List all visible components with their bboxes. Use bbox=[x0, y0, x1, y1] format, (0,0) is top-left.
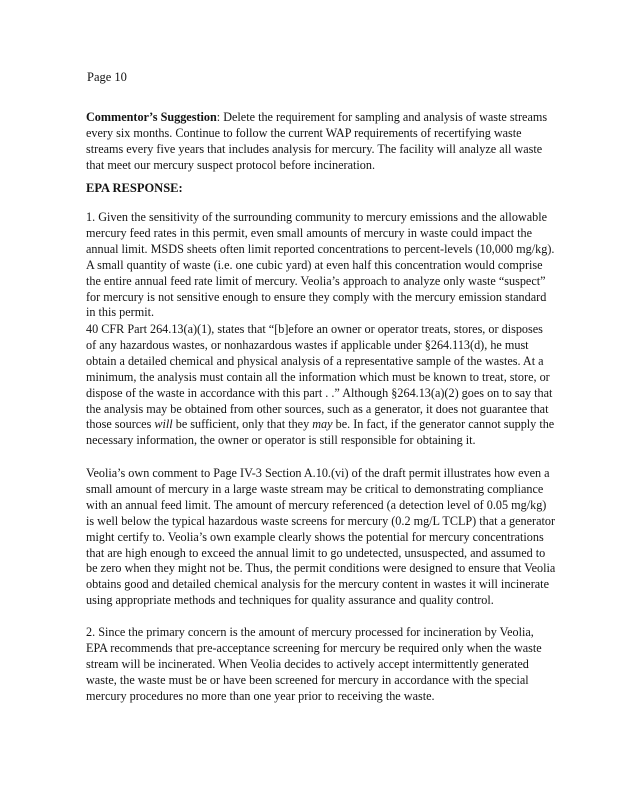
emphasis-may: may bbox=[312, 417, 333, 432]
response-paragraph-3-text: Veolia’s own comment to Page IV-3 Section A.10.(vi) of the draft permit illustrates how even a small amount of mercury in a large waste stream may be critical to demonstrating compliance with an annual feed limit. The amount of mercury referenced (a detection level of 0.05 mg/kg) is well below the typical hazardous waste screens for mercury (0.2 mg/L TCLP) that a generator might certify to. Veolia’s own example clearly shows the potential for mercury concentrations that are high enough to exceed the annual limit to go undetected, unsuspected, and assumed to be zero when they might not be. Thus, the permit conditions were designed to ensure that Veolia obtains good and detailed chemical analysis for the mercury content in wastes it will incinerate using appropriate methods and techniques for quality assurance and quality control. bbox=[86, 466, 556, 608]
suggestion-label: Commentor’s Suggestion bbox=[86, 110, 217, 124]
emphasis-will: will bbox=[154, 417, 173, 432]
paragraph-2-part-c: be. In fact, if the generator cannot supply the necessary information, the owner or operator is still responsible for obtaining it. bbox=[86, 417, 555, 448]
paragraph-2-part-a: 40 CFR Part 264.13(a)(1), states that “[b]efore an owner or operator treats, stores, or disposes of any hazardous wastes, or nonhazardous wastes if applicable under §264.113(d), he must obtain a detailed chemical and physical analysis of a representative sample of the wastes. At a minimum, the analysis must contain all the information which must be known to treat, store, or dispose of the waste in accordance with this part . .” Although §264.13(a)(2) goes on to say that the analysis may be obtained from other sources, such as a generator, it does not guarantee that those sources bbox=[86, 322, 553, 432]
response-paragraph-1 bbox=[86, 210, 556, 321]
response-paragraph-3 bbox=[86, 466, 556, 609]
epa-response-heading: EPA RESPONSE: bbox=[86, 181, 183, 195]
response-paragraph-4-text: 2. Since the primary concern is the amount of mercury processed for incineration by Veolia, EPA recommends that pre-acceptance screening for mercury be required only when the waste stream will be incinerated. When Veolia decides to actively accept intermittently generated waste, the waste must be or have been screened for mercury in accordance with the special mercury procedures no more than one year prior to receiving the waste. bbox=[86, 625, 542, 703]
suggestion-text: : Delete the requirement for sampling and analysis of waste streams every six months. Continue to follow the current WAP requirements of recertifying waste streams every five years that includes analysis for mercury. The facility will analyze all waste that meet our mercury suspect protocol before incineration. bbox=[86, 110, 548, 172]
response-paragraph-1-text: 1. Given the sensitivity of the surrounding community to mercury emissions and the allowable mercury feed rates in this permit, even small amounts of mercury in waste could impact the annual limit. MSDS sheets often limit reported concentrations to percent-levels (10,000 mg/kg). A small quantity of waste (i.e. one cubic yard) at even half this concentration would comprise the entire annual feed rate limit of mercury. Veolia’s approach to analyze only waste “suspect” for mercury is not sensitive enough to ensure they comply with the mercury emission standard in this permit. bbox=[86, 210, 555, 320]
page-number: Page 10 bbox=[87, 70, 127, 84]
response-paragraph-4 bbox=[86, 625, 556, 705]
response-paragraph-2 bbox=[86, 322, 556, 449]
commentor-suggestion-paragraph bbox=[86, 110, 556, 174]
paragraph-2-part-b: be sufficient, only that they bbox=[172, 417, 313, 432]
